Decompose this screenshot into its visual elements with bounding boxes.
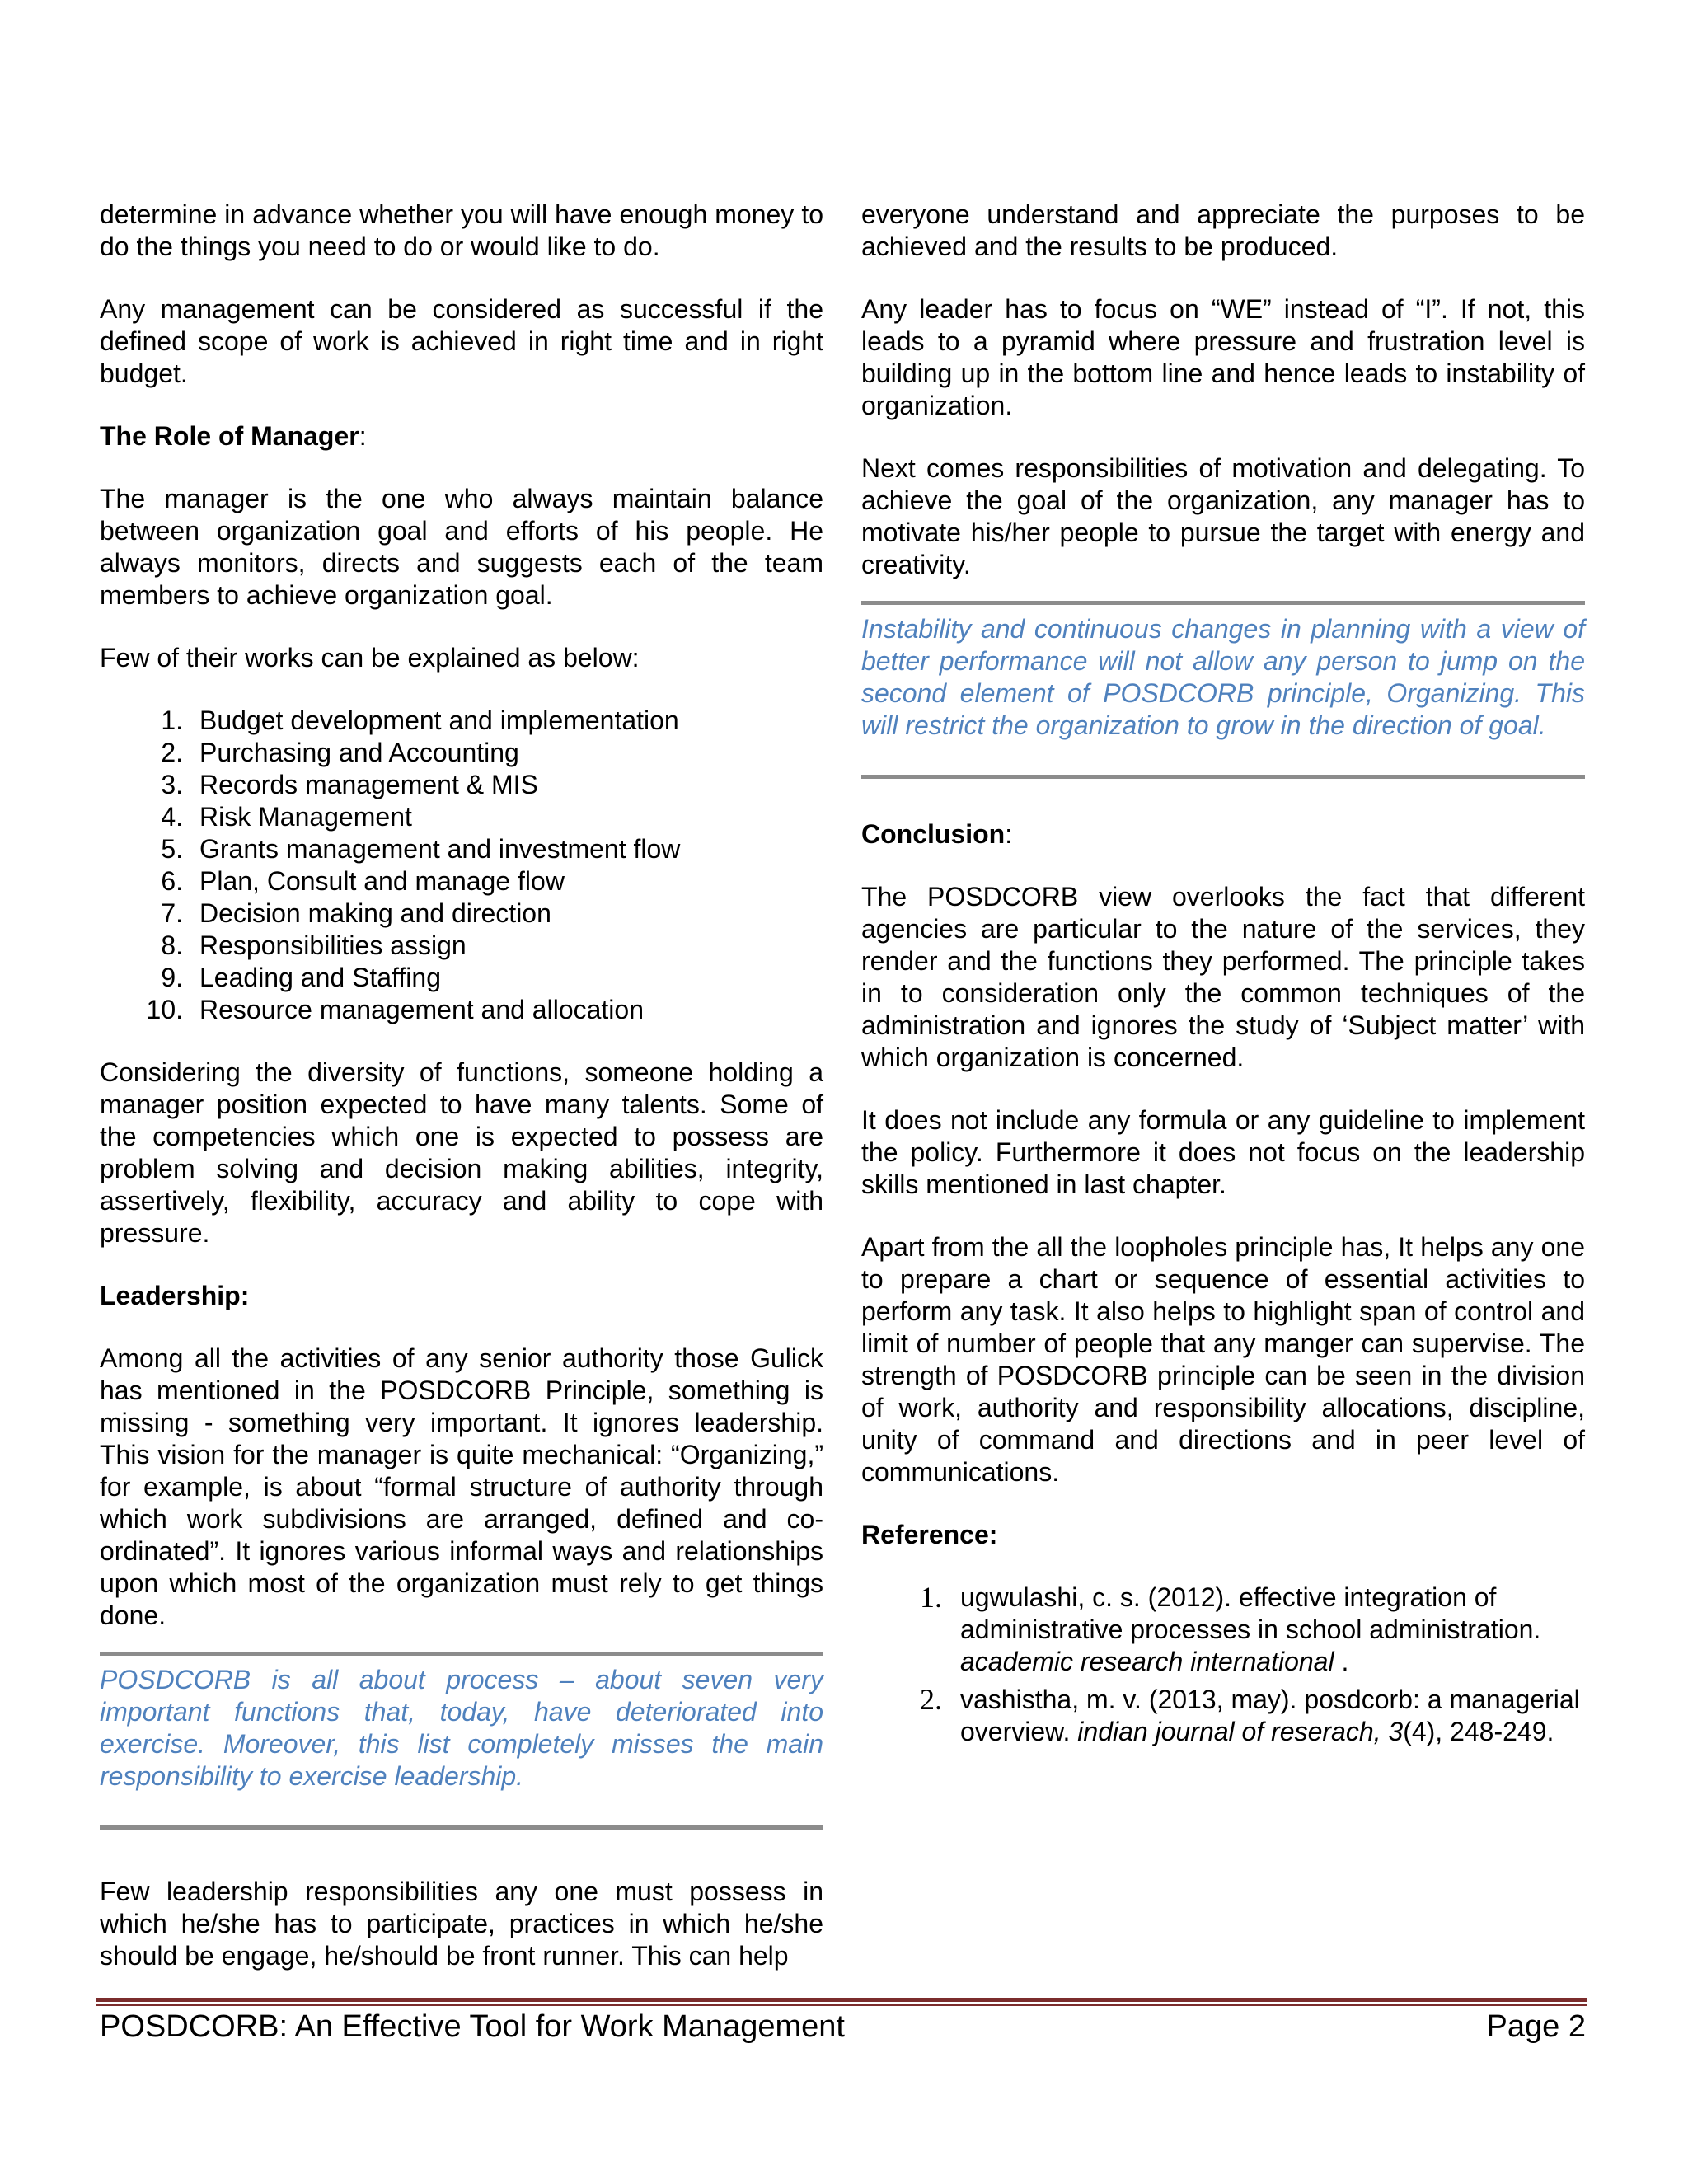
list-item: 2. Purchasing and Accounting: [161, 738, 519, 767]
paragraph: Considering the diversity of functions, someone holding a manager position expected to have many talents. Some of the competencies which one is expected to possess are problem solving and decision making abilities, integrity, assertively, flexibility, accuracy and ability to cope with pressure.: [100, 1057, 823, 1248]
reference-item: 2. vashistha, m. v. (2013, may). posdcorb: a managerial overview. indian journal of reserach, 3(4), 248-249.: [920, 1683, 1580, 1746]
page-number: Page 2: [1486, 2009, 1586, 2044]
section-heading-reference: Reference:: [861, 1520, 998, 1549]
paragraph: everyone understand and appreciate the purposes to be achieved and the results to be produced.: [861, 199, 1585, 261]
section-heading-leadership: Leadership:: [100, 1281, 250, 1310]
list-item: 10. Resource management and allocation: [146, 995, 644, 1024]
pull-quote: [861, 601, 1585, 779]
list-item: 9. Leading and Staffing: [161, 963, 441, 992]
list-item: 1. Budget development and implementation: [161, 705, 679, 735]
section-heading-role-of-manager: The Role of Manager:: [100, 421, 367, 451]
left-column: [100, 199, 823, 1972]
pull-quote-text: Instability and continuous changes in planning with a view of better performance will not allow any person to jump on the second element of POSDCORB principle, Organizing. This will restrict the organization to grow in the direction of goal.: [861, 614, 1585, 740]
list-item: 4. Risk Management: [161, 802, 412, 832]
paragraph: Few of their works can be explained as below:: [100, 643, 640, 673]
reference-list: [861, 1582, 1585, 1748]
paragraph: determine in advance whether you will have enough money to do the things you need to do or would like to do.: [100, 199, 823, 261]
paragraph: Any leader has to focus on “WE” instead of “I”. If not, this leads to a pyramid where pressure and frustration level is building up in the bottom line and hence leads to instability of organization.: [861, 294, 1585, 420]
footer-title: POSDCORB: An Effective Tool for Work Management: [100, 2009, 845, 2044]
paragraph: It does not include any formula or any guideline to implement the policy. Furthermore it does not focus on the leadership skills mentioned in last chapter.: [861, 1105, 1585, 1199]
paragraph: Next comes responsibilities of motivation and delegating. To achieve the goal of the organization, any manager has to motivate his/her people to pursue the target with energy and creativity.: [861, 453, 1585, 579]
paragraph: The manager is the one who always maintain balance between organization goal and efforts of his people. He always monitors, directs and suggests each of the team members to achieve organization goal.: [100, 484, 823, 610]
paragraph: Apart from the all the loopholes principle has, It helps any one to prepare a chart or sequence of essential activities to perform any task. It also helps to highlight span of control and limit of number of people that any manger can supervise. The strength of POSDCORB principle can be seen in the division of work, authority and responsibility allocations, discipline, unity of command and directions and in peer level of communications.: [861, 1232, 1585, 1487]
works-list: [100, 705, 823, 1026]
list-item: 3. Records management & MIS: [161, 770, 538, 799]
section-heading-conclusion: Conclusion:: [861, 819, 1013, 849]
list-item: 6. Plan, Consult and manage flow: [161, 866, 565, 896]
list-item: 8. Responsibilities assign: [161, 930, 467, 960]
pull-quote-text: POSDCORB is all about process – about seven very important functions that, today, have deteriorated into exercise. Moreover, this list completely misses the main responsibility to exercise leadership.: [100, 1665, 823, 1791]
footer-divider: [96, 1998, 1587, 2002]
right-column: [861, 199, 1585, 1754]
paragraph: Few leadership responsibilities any one must possess in which he/she has to participate, practices in which he/she should be engage, he/should be front runner. This can help: [100, 1877, 823, 1971]
paragraph: The POSDCORB view overlooks the fact that different agencies are particular to the nature of the services, they render and the functions they performed. The principle takes in to consideration only the common techniques of the administration and ignores the study of ‘Subject matter’ with which organization is concerned.: [861, 882, 1585, 1072]
reference-item: 1. ugwulashi, c. s. (2012). effective integration of administrative processes in school administration. academic research international .: [920, 1581, 1541, 1676]
pull-quote: [100, 1652, 823, 1830]
paragraph: Any management can be considered as successful if the defined scope of work is achieved in right time and in right budget.: [100, 294, 823, 388]
list-item: 5. Grants management and investment flow: [161, 834, 681, 864]
list-item: 7. Decision making and direction: [161, 898, 551, 928]
paragraph: Among all the activities of any senior authority those Gulick has mentioned in the POSDCORB Principle, something is missing - something very important. It ignores leadership. This vision for the manager is quite mechanical: “Organizing,” for example, is about “formal structure of authority through which work subdivisions are arranged, defined and co-ordinated”. It ignores various informal ways and relationships upon which most of the organization must rely to get things done.: [100, 1343, 823, 1630]
